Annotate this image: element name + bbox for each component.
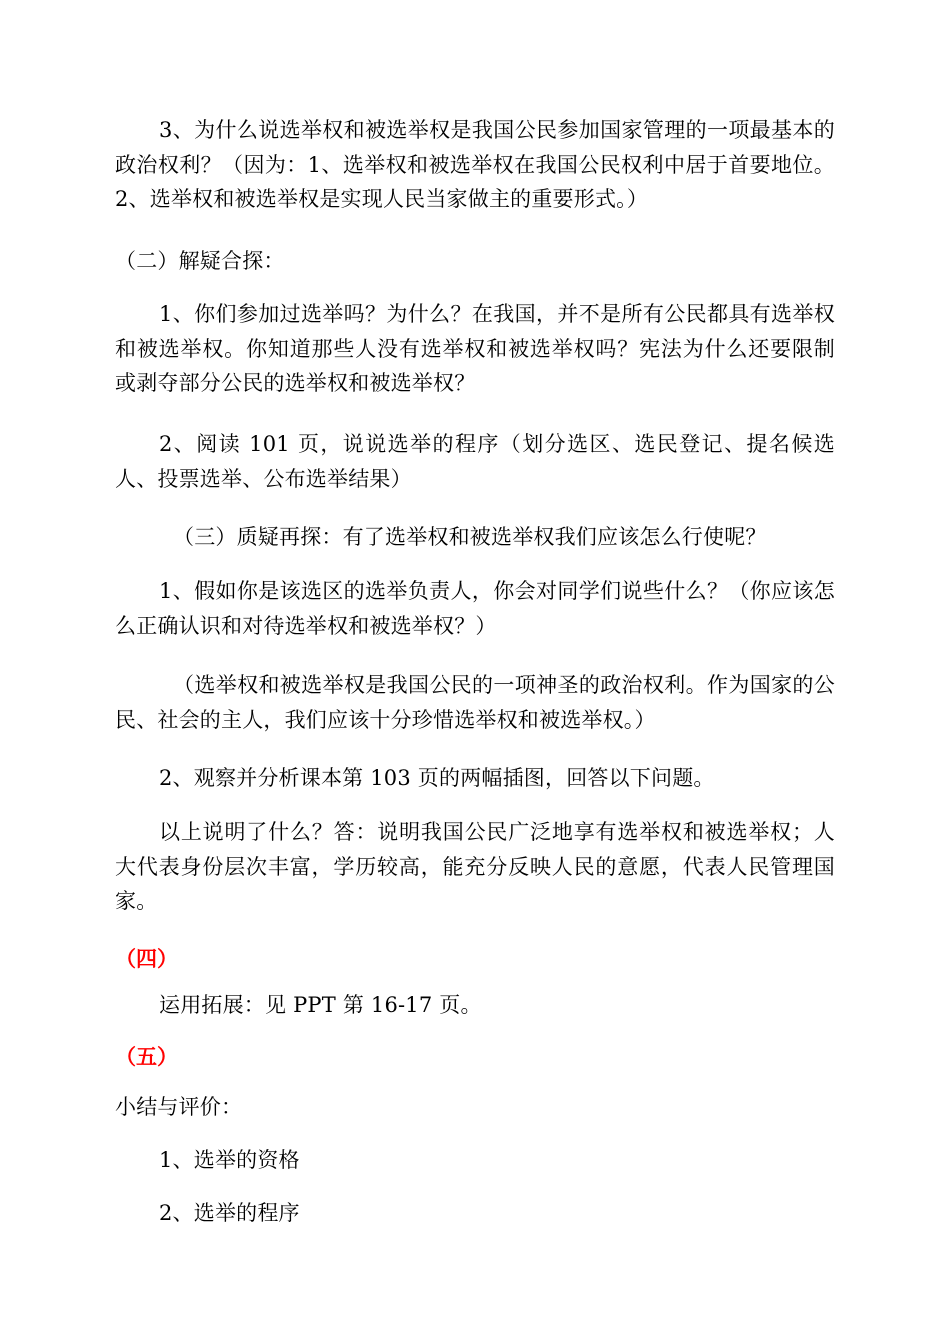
section-heading-5: （五） — [115, 1045, 178, 1069]
paragraph-answer: （选举权和被选举权是我国公民的一项神圣的政治权利。作为国家的公民、社会的主人，我们应该十分珍惜选举权和被选举权。） — [115, 673, 835, 732]
paragraph-summary-title: 小结与评价： — [115, 1095, 243, 1119]
paragraph-inquiry-2: 2、观察并分析课本第 103 页的两幅插图，回答以下问题。 — [159, 766, 715, 790]
list-item-procedure: 2、选举的程序 — [159, 1201, 300, 1225]
paragraph-discussion-1: 1、你们参加过选举吗？为什么？在我国，并不是所有公民都具有选举权和被选举权。你知道那些人没有选举权和被选举权吗？宪法为什么还要限制或剥夺部分公民的选举权和被选举权？ — [115, 302, 835, 395]
paragraph-discussion-2: 2、阅读 101 页，说说选举的程序（划分选区、选民登记、提名候选人、投票选举、公布选举结果） — [115, 432, 835, 491]
paragraph-question-3: 3、为什么说选举权和被选举权是我国公民参加国家管理的一项最基本的政治权利？（因为：1、选举权和被选举权在我国公民权利中居于首要地位。2、选举权和被选举权是实现人民当家做主的重要形式。） — [115, 118, 835, 211]
section-heading-4: （四） — [115, 947, 178, 971]
section-heading-3: （三）质疑再探：有了选举权和被选举权我们应该怎么行使呢？ — [173, 525, 767, 549]
paragraph-explanation: 以上说明了什么？答：说明我国公民广泛地享有选举权和被选举权；人大代表身份层次丰富，学历较高，能充分反映人民的意愿，代表人民管理国家。 — [115, 820, 835, 913]
list-item-qualification: 1、选举的资格 — [159, 1148, 300, 1172]
paragraph-application: 运用拓展：见 PPT 第 16-17 页。 — [159, 993, 482, 1017]
paragraph-inquiry-1: 1、假如你是该选区的选举负责人，你会对同学们说些什么？（你应该怎么正确认识和对待选举权和被选举权？） — [115, 579, 835, 638]
section-heading-2: （二）解疑合探： — [115, 249, 285, 273]
